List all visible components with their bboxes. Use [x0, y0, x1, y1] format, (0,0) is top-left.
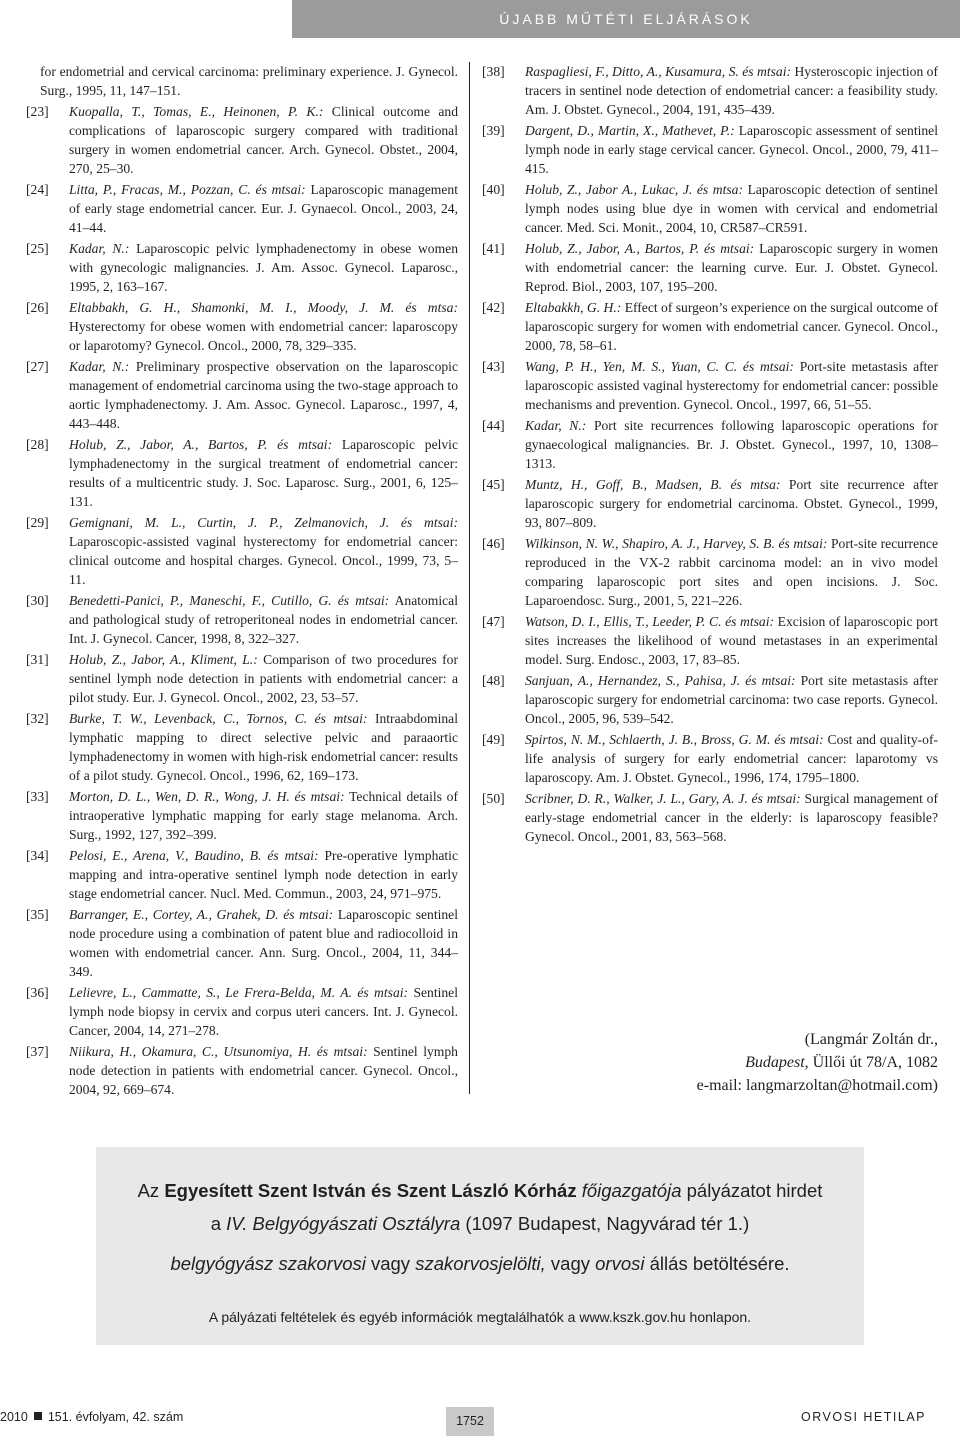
reference-text: Sentinel lymph node detection in patients with endometrial cancer. Gynecol. Oncol., 2004, 92, 669–674.	[69, 1044, 458, 1097]
page-number: 1752	[456, 1414, 484, 1428]
reference-number: [28]	[26, 437, 49, 452]
reference-item	[26, 1042, 458, 1099]
reference-authors: Holub, Z., Jabor A., Lukac, J. és mtsa:	[525, 182, 743, 197]
reference-text: Laparoscopic assessment of sentinel lymph node in early stage cervical cancer. Gynecol. Oncol., 2000, 79, 411–415.	[525, 123, 938, 176]
reference-number: [37]	[26, 1044, 49, 1059]
reference-number: [48]	[482, 673, 505, 688]
reference-item	[26, 846, 458, 903]
reference-item	[26, 650, 458, 707]
reference-text: Sentinel lymph node biopsy in cervix and corpus uteri cancers. Int. J. Gynecol. Cancer, 2004, 14, 271–278.	[69, 985, 458, 1038]
reference-item	[482, 357, 938, 414]
reference-number: [29]	[26, 515, 49, 530]
reference-item	[482, 121, 938, 178]
reference-number: [41]	[482, 241, 505, 256]
reference-authors: Dargent, D., Martin, X., Mathevet, P.:	[525, 123, 735, 138]
reference-number: [31]	[26, 652, 49, 667]
reference-text: Clinical outcome and complications of laparoscopic surgery compared with traditional surgery in women endometrial cancer. Arch. Gynecol. Obstet., 2004, 270, 25–30.	[69, 104, 458, 176]
reference-number: [49]	[482, 732, 505, 747]
reference-number: [40]	[482, 182, 505, 197]
reference-item	[26, 983, 458, 1040]
reference-number: [30]	[26, 593, 49, 608]
reference-item	[482, 180, 938, 237]
reference-text: Hysteroscopic injection of tracers in sentinel node detection of endometrial cancer: a feasibility study. Am. J. Obstet. Gynecol., 2004, 191, 435–439.	[525, 64, 939, 117]
reference-authors: Raspagliesi, F., Ditto, A., Kusamura, S. és mtsai:	[525, 64, 792, 79]
signature-street: Üllői út 78/A, 1082	[812, 1054, 938, 1071]
reference-number: [25]	[26, 241, 49, 256]
reference-item	[482, 475, 938, 532]
reference-text: Laparoscopic detection of sentinel lymph nodes using blue dye in women with cervical and endometrial cancer. Med. Sci. Monit., 2004, 10, CR587–CR591.	[525, 182, 938, 235]
reference-authors: Litta, P., Fracas, M., Pozzan, C. és mtsai:	[69, 182, 306, 197]
reference-text: Cost and quality-of-life analysis of surgery for early endometrial cancer: laparotomy vs laparoscopy. Am. J. Obstet. Gynecol., 1996, 174, 1795–1800.	[525, 732, 938, 785]
reference-text: Technical details of intraoperative lymphatic mapping for early stage melanoma. Arch. Surg., 1992, 127, 392–399.	[69, 789, 458, 842]
reference-text: Port site metastasis after laparoscopic surgery for endometrial carcinoma: two case reports. Gynecol. Oncol., 2005, 96, 539–542.	[525, 673, 938, 726]
reference-item	[482, 298, 938, 355]
reference-number: [38]	[482, 64, 505, 79]
reference-number: [44]	[482, 418, 505, 433]
reference-item	[26, 180, 458, 237]
reference-number: [23]	[26, 104, 49, 119]
reference-text: Effect of surgeon’s experience on the surgical outcome of laparoscopic surgery for women with endometrial cancer. Gynecol. Oncol., 2000, 78, 58–61.	[525, 300, 939, 353]
reference-authors: Burke, T. W., Levenback, C., Tornos, C. és mtsai:	[69, 711, 368, 726]
reference-authors: Kadar, N.:	[69, 359, 130, 374]
reference-number: [33]	[26, 789, 49, 804]
ad-line-3: belgyógyász szakorvosi vagy szakorvosjelölti, vagy orvosi állás betöltésére.	[170, 1253, 790, 1274]
ad-line-1: Az Egyesített Szent István és Szent László Kórház főigazgatója pályázatot hirdet	[137, 1180, 823, 1201]
reference-item	[482, 789, 938, 846]
reference-authors: Morton, D. L., Wen, D. R., Wong, J. H. és mtsai:	[69, 789, 345, 804]
reference-text: Port-site recurrence reproduced in the VX-2 rabbit carcinoma model: an in vivo model comparing laparoscopic port sites and open incisions. J. Soc. Laparoendosc. Surg., 2001, 5, 221–226.	[525, 536, 938, 608]
reference-text: Laparoscopic-assisted vaginal hysterectomy for endometrial cancer: clinical outcome and hospital charges. Gynecol. Oncol., 1999, 73, 5–11.	[69, 534, 458, 587]
reference-authors: Muntz, H., Goff, B., Madsen, B. és mtsa:	[525, 477, 781, 492]
author-signature	[697, 1028, 938, 1097]
signature-city: Budapest,	[745, 1054, 809, 1071]
footer-issue: 151. évfolyam, 42. szám	[47, 1410, 184, 1424]
reference-number: [32]	[26, 711, 49, 726]
reference-number: [26]	[26, 300, 49, 315]
reference-authors: Scribner, D. R., Walker, J. L., Gary, A. J. és mtsai:	[525, 791, 801, 806]
reference-item	[482, 730, 938, 787]
square-bullet-icon	[34, 1412, 42, 1420]
reference-item	[26, 62, 458, 100]
reference-text: Hysterectomy for obese women with endometrial cancer: laparoscopy or laparotomy? Gynecol. Oncol., 2000, 78, 329–335.	[69, 319, 458, 353]
reference-authors: Sanjuan, A., Hernandez, S., Pahisa, J. és mtsai:	[525, 673, 796, 688]
ad-line-2: a IV. Belgyógyászati Osztályra (1097 Budapest, Nagyvárad tér 1.)	[210, 1213, 750, 1234]
reference-text: for endometrial and cervical carcinoma: preliminary experience. J. Gynecol. Surg., 1995, 11, 147–151.	[40, 64, 458, 98]
reference-number: [36]	[26, 985, 49, 1000]
section-title: ÚJABB MŰTÉTI ELJÁRÁSOK	[499, 11, 753, 27]
reference-number: [43]	[482, 359, 505, 374]
department-name: IV. Belgyógyászati Osztályra	[226, 1213, 461, 1234]
reference-item	[482, 671, 938, 728]
reference-text: Laparoscopic management of early stage endometrial cancer. Eur. J. Gynaecol. Oncol., 2003, 24, 41–44.	[69, 182, 458, 235]
reference-text: Pre-operative lymphatic mapping and intra-operative sentinel lymph node detection in early stage endometrial cancer. Nucl. Med. Commun., 2003, 24, 971–975.	[69, 848, 458, 901]
footer-issue-info	[0, 1410, 183, 1424]
signature-email: e-mail: langmarzoltan@hotmail.com)	[696, 1077, 938, 1094]
reference-text: Port-site metastasis after laparoscopic assisted vaginal hysterectomy for endometrial cancer: possible mechanisms and prevention. Gynecol. Oncol., 1997, 66, 51–55.	[525, 359, 938, 412]
reference-item	[26, 905, 458, 981]
reference-number: [46]	[482, 536, 505, 551]
left-reference-column	[26, 62, 458, 1101]
reference-number: [42]	[482, 300, 505, 315]
reference-item	[482, 416, 938, 473]
reference-authors: Kuopalla, T., Tomas, E., Heinonen, P. K.:	[69, 104, 324, 119]
reference-text: Laparoscopic pelvic lymphadenectomy in the surgical treatment of endometrial cancer: results of a multicentric study. J. Soc. Laparosc. Surg., 2001, 6, 125–131.	[69, 437, 458, 509]
reference-authors: Holub, Z., Jabor, A., Kliment, L.:	[69, 652, 258, 667]
reference-number: [24]	[26, 182, 49, 197]
reference-item	[26, 357, 458, 433]
reference-item	[482, 62, 938, 119]
reference-item	[26, 435, 458, 511]
reference-item	[26, 513, 458, 589]
reference-authors: Kadar, N.:	[525, 418, 587, 433]
reference-authors: Holub, Z., Jabor, A., Bartos, P. és mtsai:	[69, 437, 333, 452]
reference-authors: Lelievre, L., Cammatte, S., Le Frera-Belda, M. A. és mtsai:	[69, 985, 409, 1000]
reference-authors: Spirtos, N. M., Schlaerth, J. B., Bross, G. M. és mtsai:	[525, 732, 824, 747]
ad-line-4: A pályázati feltételek és egyéb információk megtalálhatók a www.kszk.gov.hu honlapon.	[208, 1309, 752, 1325]
signature-name: (Langmár Zoltán dr.,	[804, 1031, 938, 1048]
reference-number: [50]	[482, 791, 505, 806]
hospital-name: Egyesített Szent István és Szent László Kórház	[164, 1180, 577, 1201]
reference-number: [39]	[482, 123, 505, 138]
footer-year: 2010	[0, 1410, 28, 1424]
reference-item	[482, 534, 938, 610]
reference-text: Excision of laparoscopic port sites increases the likelihood of wound metastases in an experimental model. Surg. Endosc., 2003, 17, 83–85.	[525, 614, 939, 667]
column-divider	[469, 62, 470, 1094]
reference-text: Preliminary prospective observation on the laparoscopic management of endometrial carcinoma using the two-stage approach to aortic lymphadenectomy. J. Am. Assoc. Gynecol. Laparosc., 1997, 4, 443–448.	[69, 359, 458, 431]
reference-item	[26, 239, 458, 296]
reference-authors: Pelosi, E., Arena, V., Baudino, B. és mtsai:	[69, 848, 319, 863]
reference-authors: Eltabakkh, G. H.:	[525, 300, 622, 315]
reference-text: Laparoscopic sentinel node procedure using a combination of patent blue and radiocolloid in women with endometrial cancer. Ann. Surg. Oncol., 2004, 11, 344–349.	[69, 907, 458, 979]
reference-number: [34]	[26, 848, 49, 863]
reference-item	[482, 239, 938, 296]
reference-authors: Barranger, E., Cortey, A., Grahek, D. és mtsai:	[69, 907, 334, 922]
reference-authors: Eltabbakh, G. H., Shamonki, M. I., Moody, J. M. és mtsa:	[69, 300, 458, 315]
reference-authors: Gemignani, M. L., Curtin, J. P., Zelmanovich, J. és mtsai:	[69, 515, 458, 530]
reference-text: Anatomical and pathological study of retroperitoneal nodes in endometrial cancer. Int. J. Gynecol. Cancer, 1998, 8, 322–327.	[69, 593, 458, 646]
reference-authors: Niikura, H., Okamura, C., Utsunomiya, H. és mtsai:	[69, 1044, 368, 1059]
reference-item	[26, 709, 458, 785]
reference-text: Surgical management of early-stage endometrial cancer in the elderly: is laparoscopy feasible? Gynecol. Oncol., 2001, 83, 563–568.	[525, 791, 938, 844]
reference-item	[26, 591, 458, 648]
reference-text: Port site recurrences following laparoscopic operations for gynaecological malignancies. Br. J. Obstet. Gynecol., 1997, 10, 1308–1313.	[525, 418, 939, 471]
reference-text: Intraabdominal lymphatic mapping to direct selective pelvic and paraaortic lymphadenectomy in women with high-risk endometrial cancer: results of a pilot study. Gynecol. Oncol., 1996, 62, 169–173.	[69, 711, 458, 783]
reference-text: Comparison of two procedures for sentinel lymph node detection in patients with endometrial cancer: a pilot study. Eur. J. Gynecol. Oncol., 2002, 23, 53–57.	[69, 652, 458, 705]
signature-address	[697, 1051, 938, 1074]
reference-authors: Kadar, N.:	[69, 241, 130, 256]
reference-text: Port site recurrence after laparoscopic surgery for endometrial carcinoma. Obstet. Gynecol., 1999, 93, 807–809.	[525, 477, 938, 530]
reference-authors: Benedetti-Panici, P., Maneschi, F., Cutillo, G. és mtsai:	[69, 593, 390, 608]
reference-number: [47]	[482, 614, 505, 629]
right-reference-column	[482, 62, 938, 848]
reference-authors: Holub, Z., Jabor, A., Bartos, P. és mtsai:	[525, 241, 755, 256]
reference-number: [45]	[482, 477, 505, 492]
journal-name: ORVOSI HETILAP	[801, 1410, 926, 1424]
reference-authors: Wilkinson, N. W., Shapiro, A. J., Harvey, S. B. és mtsai:	[525, 536, 828, 551]
reference-item	[26, 298, 458, 355]
reference-text: Laparoscopic surgery in women with endometrial cancer: the learning curve. Eur. J. Obstet. Gynecol. Reprod. Biol., 2003, 107, 195–200.	[525, 241, 938, 294]
reference-item	[26, 787, 458, 844]
reference-item	[482, 612, 938, 669]
reference-number: [27]	[26, 359, 49, 374]
reference-item	[26, 102, 458, 178]
reference-authors: Wang, P. H., Yen, M. S., Yuan, C. C. és mtsai:	[525, 359, 794, 374]
reference-authors: Watson, D. I., Ellis, T., Leeder, P. C. és mtsai:	[525, 614, 775, 629]
reference-number: [35]	[26, 907, 49, 922]
reference-text: Laparoscopic pelvic lymphadenectomy in obese women with gynecologic malignancies. J. Am. Assoc. Gynecol. Laparosc., 1995, 2, 163–167.	[69, 241, 458, 294]
